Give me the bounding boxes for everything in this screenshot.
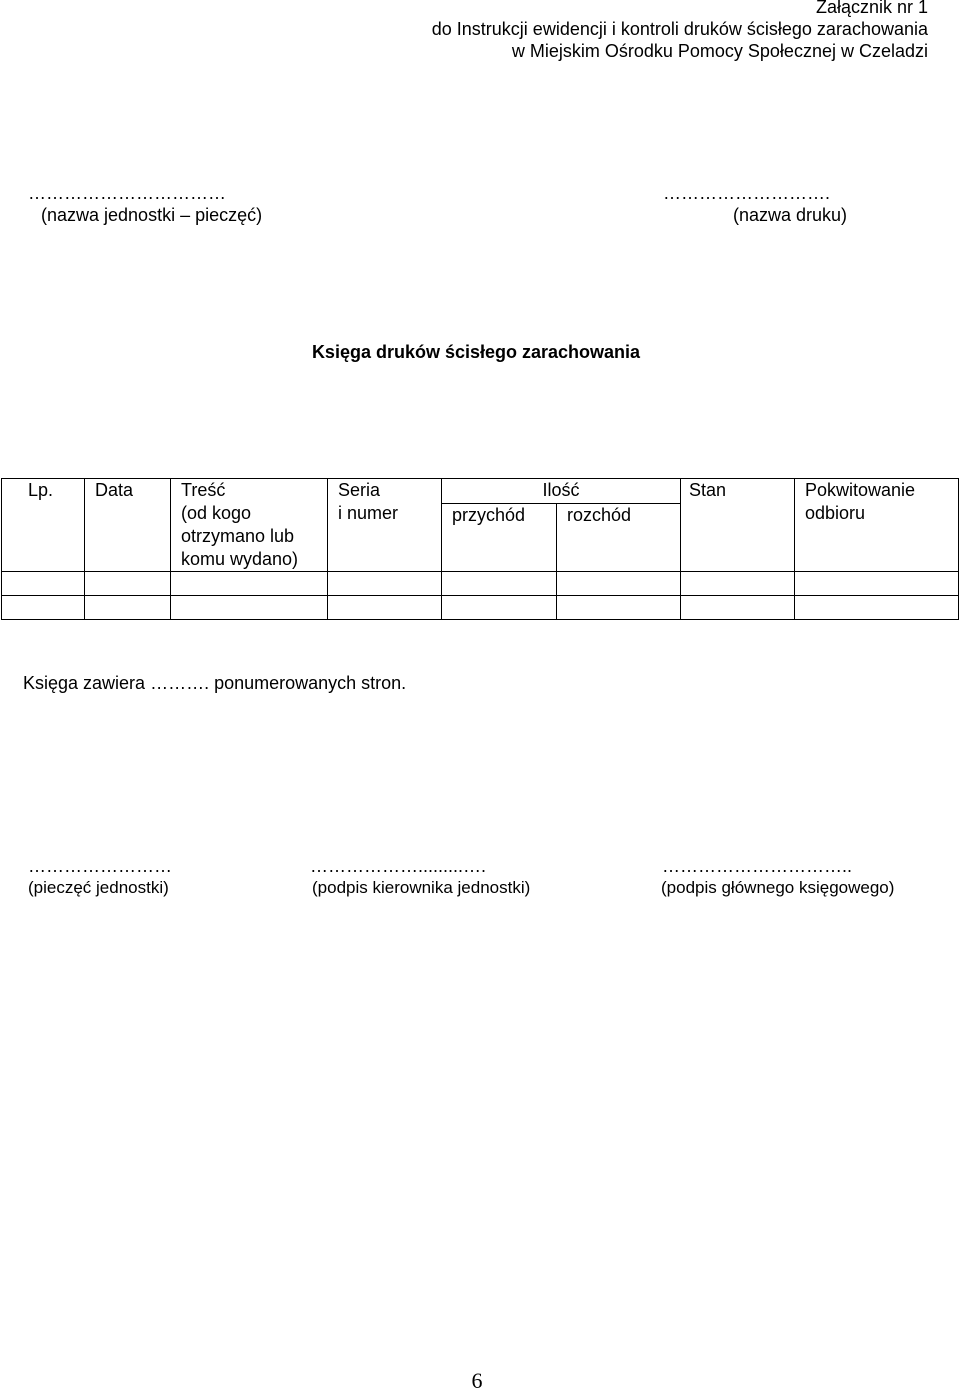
header-content-line: komu wydano) [181, 549, 299, 569]
print-name-placeholder: ………………………. [663, 183, 831, 203]
accountant-signature-placeholder: ………………………….. [662, 856, 853, 876]
annex-instruction: do Instrukcji ewidencji i kontroli druków ścisłego zarachowania [431, 19, 928, 39]
header-content-line: (od kogo [181, 503, 252, 523]
header-outgo-text: rozchód [567, 505, 632, 525]
header-date [85, 479, 171, 572]
table-cell[interactable] [85, 596, 171, 620]
table-cell[interactable] [795, 572, 959, 596]
annex-institution: w Miejskim Ośrodku Pomocy Społecznej w Czeladzi [511, 41, 928, 61]
header-content-line: Treść [181, 480, 226, 500]
unit-stamp-caption: (pieczęć jednostki) [28, 878, 169, 897]
page-count-statement: Księga zawiera ………. ponumerowanych stron. [23, 673, 407, 693]
header-quantity-text: Ilość [542, 480, 580, 500]
header-series-line: Seria [338, 480, 381, 500]
accountant-signature-caption: (podpis głównego księgowego) [661, 878, 895, 897]
header-outgo [557, 504, 681, 572]
header-content-line: otrzymano lub [181, 526, 295, 546]
header-state [681, 479, 795, 572]
table-row [2, 596, 959, 620]
header-receipt [795, 479, 959, 572]
header-lp-text: Lp. [28, 480, 54, 500]
document-title-text: Księga druków ścisłego zarachowania [311, 342, 641, 362]
table-cell[interactable] [442, 596, 557, 620]
table-cell[interactable] [2, 572, 85, 596]
header-date-text: Data [95, 480, 134, 500]
page-number [0, 1368, 960, 1394]
table-cell[interactable] [795, 596, 959, 620]
table-cell[interactable] [557, 596, 681, 620]
table-cell[interactable] [171, 572, 328, 596]
manager-signature-placeholder: ……………….........…. [310, 856, 487, 876]
table-cell[interactable] [557, 572, 681, 596]
unit-name-placeholder: …………………………… [28, 183, 226, 203]
header-series [328, 479, 442, 572]
table-row [2, 572, 959, 596]
header-income-text: przychód [452, 505, 526, 525]
unit-name-caption: (nazwa jednostki – pieczęć) [41, 205, 263, 225]
manager-signature-caption: (podpis kierownika jednostki) [312, 878, 531, 897]
header-income [442, 504, 557, 572]
table-cell[interactable] [328, 596, 442, 620]
annex-number: Załącznik nr 1 [815, 0, 928, 17]
table-cell[interactable] [681, 596, 795, 620]
header-lp [2, 479, 85, 572]
header-receipt-line: odbioru [805, 503, 866, 523]
table-cell[interactable] [2, 596, 85, 620]
header-quantity [442, 479, 681, 504]
page-number-text: 6 [471, 1368, 483, 1393]
header-receipt-line: Pokwitowanie [805, 480, 916, 500]
ledger-table [1, 478, 959, 620]
print-name-caption: (nazwa druku) [733, 205, 848, 225]
table-cell[interactable] [681, 572, 795, 596]
header-content [171, 479, 328, 572]
table-cell[interactable] [85, 572, 171, 596]
header-state-text: Stan [689, 480, 727, 500]
table-cell[interactable] [328, 572, 442, 596]
table-cell[interactable] [442, 572, 557, 596]
table-cell[interactable] [171, 596, 328, 620]
document-title [0, 342, 960, 363]
header-series-line: i numer [338, 503, 399, 523]
annex-header [432, 0, 928, 62]
unit-stamp-placeholder: …………………… [28, 856, 172, 876]
